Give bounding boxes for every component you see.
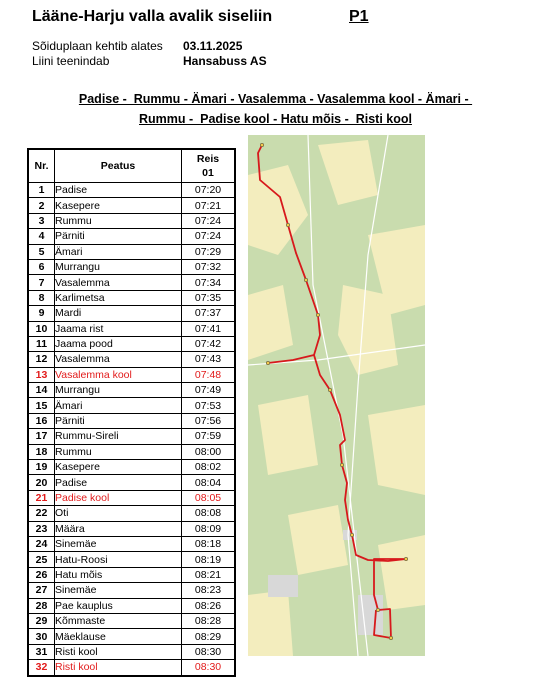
- stop-name: Kõmmaste: [55, 613, 182, 628]
- stop-name: Rummu: [55, 213, 182, 228]
- departure-time: 07:56: [182, 413, 236, 428]
- table-row: [28, 660, 235, 676]
- table-row: [28, 613, 235, 628]
- table-row: [28, 229, 235, 244]
- stop-number: 18: [28, 444, 55, 459]
- departure-time: 08:08: [182, 506, 236, 521]
- table-row: [28, 429, 235, 444]
- stop-name: Ämari: [55, 398, 182, 413]
- stop-number: 21: [28, 490, 55, 505]
- departure-time: 08:02: [182, 460, 236, 475]
- stop-name: Jaama pood: [55, 336, 182, 351]
- stop-name: Vasalemma kool: [55, 367, 182, 382]
- departure-time: 08:19: [182, 552, 236, 567]
- departure-time: 07:24: [182, 229, 236, 244]
- table-row: [28, 583, 235, 598]
- route-code: P1: [349, 8, 369, 25]
- trip-number: 01: [202, 167, 214, 179]
- departure-time: 07:20: [182, 183, 236, 198]
- departure-time: 08:04: [182, 475, 236, 490]
- stop-name: Hatu-Roosi: [55, 552, 182, 567]
- table-row: [28, 183, 235, 198]
- table-row: [28, 352, 235, 367]
- departure-time: 07:37: [182, 306, 236, 321]
- stop-name: Kasepere: [55, 198, 182, 213]
- departure-time: 08:18: [182, 536, 236, 551]
- timetable-header-row: [28, 149, 235, 183]
- table-row: [28, 475, 235, 490]
- table-row: [28, 321, 235, 336]
- stop-name: Rummu-Sireli: [55, 429, 182, 444]
- departure-time: 08:30: [182, 660, 236, 676]
- operator-label: Liini teenindab: [32, 54, 110, 68]
- departure-time: 07:48: [182, 367, 236, 382]
- timetable: [27, 148, 236, 677]
- stop-number: 4: [28, 229, 55, 244]
- departure-time: 07:29: [182, 244, 236, 259]
- stop-number: 20: [28, 475, 55, 490]
- stop-number: 11: [28, 336, 55, 351]
- stop-name: Sinemäe: [55, 536, 182, 551]
- stop-name: Pärniti: [55, 413, 182, 428]
- table-row: [28, 567, 235, 582]
- stop-name: Karlimetsa: [55, 290, 182, 305]
- table-row: [28, 536, 235, 551]
- departure-time: 07:53: [182, 398, 236, 413]
- route-map: [248, 135, 425, 656]
- table-row: [28, 213, 235, 228]
- column-header-trip: [182, 149, 236, 183]
- table-row: [28, 521, 235, 536]
- stop-name: Mardi: [55, 306, 182, 321]
- stop-name: Risti kool: [55, 660, 182, 676]
- page-title: Lääne-Harju valla avalik siseliin: [32, 8, 273, 25]
- route-description-line-2: Rummu - Padise kool - Hatu mõis - Risti kool: [139, 112, 412, 126]
- stop-name: Padise: [55, 475, 182, 490]
- stop-name: Pae kauplus: [55, 598, 182, 613]
- departure-time: 08:30: [182, 644, 236, 659]
- departure-time: 08:28: [182, 613, 236, 628]
- stop-name: Rummu: [55, 444, 182, 459]
- stop-name: Vasalemma: [55, 352, 182, 367]
- table-row: [28, 290, 235, 305]
- operator-value: Hansabuss AS: [183, 54, 267, 68]
- column-header-stop: Peatus: [55, 149, 182, 183]
- table-row: [28, 413, 235, 428]
- table-row: [28, 506, 235, 521]
- stop-number: 25: [28, 552, 55, 567]
- stop-name: Padise kool: [55, 490, 182, 505]
- table-row: [28, 275, 235, 290]
- table-row: [28, 490, 235, 505]
- table-row: [28, 629, 235, 644]
- table-row: [28, 244, 235, 259]
- table-row: [28, 398, 235, 413]
- stop-number: 32: [28, 660, 55, 676]
- stop-number: 5: [28, 244, 55, 259]
- stop-name: Kasepere: [55, 460, 182, 475]
- departure-time: 08:21: [182, 567, 236, 582]
- stop-name: Ämari: [55, 244, 182, 259]
- departure-time: 07:42: [182, 336, 236, 351]
- stop-name: Mäeklause: [55, 629, 182, 644]
- trip-label: Reis: [196, 153, 220, 165]
- stop-number: 22: [28, 506, 55, 521]
- table-row: [28, 198, 235, 213]
- stop-name: Vasalemma: [55, 275, 182, 290]
- stop-name: Hatu mõis: [55, 567, 182, 582]
- departure-time: 07:21: [182, 198, 236, 213]
- departure-time: 07:43: [182, 352, 236, 367]
- departure-time: 08:09: [182, 521, 236, 536]
- stop-number: 24: [28, 536, 55, 551]
- stop-number: 19: [28, 460, 55, 475]
- table-row: [28, 460, 235, 475]
- stop-number: 7: [28, 275, 55, 290]
- departure-time: 08:00: [182, 444, 236, 459]
- departure-time: 07:24: [182, 213, 236, 228]
- stop-number: 17: [28, 429, 55, 444]
- departure-time: 08:26: [182, 598, 236, 613]
- departure-time: 07:59: [182, 429, 236, 444]
- valid-from-value: 03.11.2025: [183, 39, 243, 53]
- stop-name: Murrangu: [55, 383, 182, 398]
- departure-time: 08:05: [182, 490, 236, 505]
- stop-name: Padise: [55, 183, 182, 198]
- stop-number: 9: [28, 306, 55, 321]
- stop-number: 3: [28, 213, 55, 228]
- valid-from-label: Sõiduplaan kehtib alates: [32, 39, 163, 53]
- stop-number: 28: [28, 598, 55, 613]
- departure-time: 08:29: [182, 629, 236, 644]
- table-row: [28, 259, 235, 274]
- departure-time: 07:35: [182, 290, 236, 305]
- stop-number: 23: [28, 521, 55, 536]
- table-row: [28, 552, 235, 567]
- stop-number: 27: [28, 583, 55, 598]
- stop-name: Pärniti: [55, 229, 182, 244]
- stop-name: Jaama rist: [55, 321, 182, 336]
- departure-time: 07:34: [182, 275, 236, 290]
- departure-time: 07:32: [182, 259, 236, 274]
- stop-name: Sinemäe: [55, 583, 182, 598]
- stop-number: 6: [28, 259, 55, 274]
- departure-time: 07:41: [182, 321, 236, 336]
- stop-number: 30: [28, 629, 55, 644]
- stop-number: 1: [28, 183, 55, 198]
- route-description-line-1: Padise - Rummu - Ämari - Vasalemma - Vasalemma kool - Ämari -: [78, 92, 473, 106]
- departure-time: 07:49: [182, 383, 236, 398]
- table-row: [28, 383, 235, 398]
- table-row: [28, 336, 235, 351]
- stop-number: 31: [28, 644, 55, 659]
- stop-name: Oti: [55, 506, 182, 521]
- stop-number: 8: [28, 290, 55, 305]
- table-row: [28, 598, 235, 613]
- stop-name: Risti kool: [55, 644, 182, 659]
- stop-number: 16: [28, 413, 55, 428]
- departure-time: 08:23: [182, 583, 236, 598]
- stop-number: 26: [28, 567, 55, 582]
- stop-number: 2: [28, 198, 55, 213]
- stop-number: 15: [28, 398, 55, 413]
- table-row: [28, 644, 235, 659]
- column-header-nr: Nr.: [28, 149, 55, 183]
- stop-name: Määra: [55, 521, 182, 536]
- stop-number: 10: [28, 321, 55, 336]
- stop-name: Murrangu: [55, 259, 182, 274]
- stop-number: 29: [28, 613, 55, 628]
- table-row: [28, 444, 235, 459]
- table-row: [28, 306, 235, 321]
- stop-number: 13: [28, 367, 55, 382]
- stop-number: 14: [28, 383, 55, 398]
- table-row: [28, 367, 235, 382]
- stop-number: 12: [28, 352, 55, 367]
